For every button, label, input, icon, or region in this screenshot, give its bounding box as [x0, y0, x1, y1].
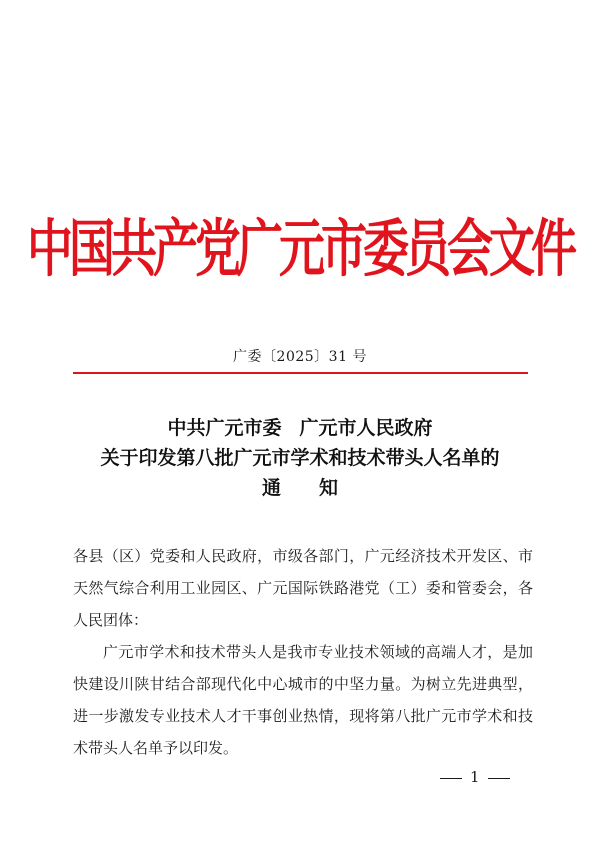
- title-line-subject: 关于印发第八批广元市学术和技术带头人名单的: [100, 447, 500, 469]
- title-line-issuers: [0, 413, 600, 443]
- document-body: [73, 540, 533, 764]
- title-issuer-party: 中共广元市委: [167, 417, 282, 439]
- title-line-notice: 通知: [261, 477, 376, 499]
- document-masthead: 中国共产党广元市委员会文件: [27, 212, 573, 286]
- document-number: 广委〔2025〕31 号: [233, 349, 367, 365]
- page-number-dash-left: [440, 778, 462, 779]
- page-number-dash-right: [488, 778, 510, 779]
- page-number: [440, 768, 510, 786]
- recipients-paragraph: 各县（区）党委和人民政府，市级各部门，广元经济技术开发区、市天然气综合利用工业园区、广元国际铁路港党（工）委和管委会，各人民团体：: [73, 547, 533, 629]
- title-issuer-government: 广元市人民政府: [299, 417, 433, 439]
- page-number-value: 1: [470, 768, 480, 786]
- red-separator-line: [73, 372, 528, 374]
- document-title: [0, 413, 600, 503]
- body-paragraph-1: 广元市学术和技术带头人是我市专业技术领域的高端人才，是加快建设川陕甘结合部现代化中心城市的中坚力量。为树立先进典型，进一步激发专业技术人才干事创业热情，现将第八批广元市学术和技术带头人名单予以印发。: [73, 643, 533, 757]
